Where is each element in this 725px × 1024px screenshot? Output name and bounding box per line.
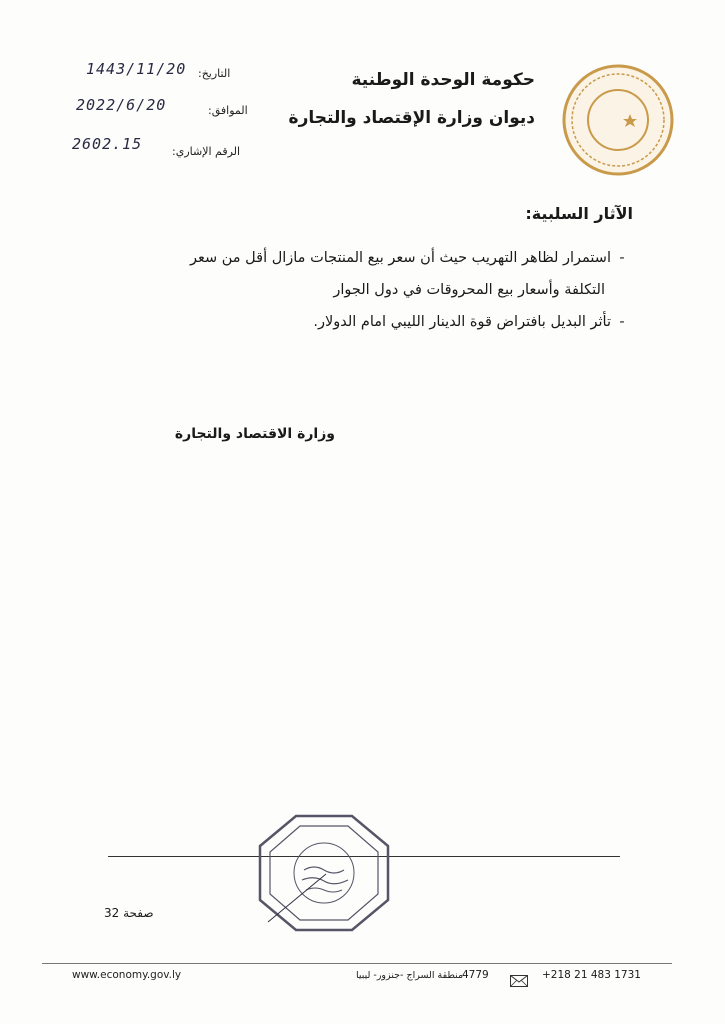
footer-po-box: 4779: [462, 969, 489, 981]
list-item: [113, 306, 633, 338]
reference-number-label: الرقم الإشاري:: [172, 145, 241, 158]
list-item: [113, 242, 633, 274]
corresponding-date-value: 2022/6/20: [76, 96, 167, 114]
footer-divider: [42, 963, 672, 964]
government-title: حكومة الوحدة الوطنية: [351, 70, 535, 90]
official-stamp-icon: [256, 812, 392, 934]
envelope-icon: [510, 972, 528, 984]
page-number: صفحة 32: [104, 906, 154, 920]
reference-number-value: 2602.15: [72, 135, 143, 153]
date-label: التاريخ:: [198, 67, 231, 80]
date-value: 1443/11/20: [86, 60, 187, 78]
bullet-list: [113, 242, 633, 338]
footer-address: منطقة السراج -جنزور- ليبيا: [356, 970, 464, 981]
bullet-text: استمرار لظاهر التهريب حيث أن سعر بيع المنتجات مازال أقل من سعر: [189, 250, 611, 266]
bullet-marker: -: [619, 250, 625, 266]
footer-phone: +218 21 483 1731: [542, 969, 641, 981]
bullet-marker: -: [619, 314, 625, 330]
signature-ministry: وزارة الاقتصاد والتجارة: [174, 426, 335, 442]
corresponding-date-label: الموافق:: [208, 104, 248, 117]
section-heading: الآثار السلبية:: [525, 204, 633, 223]
ministry-office-title: ديوان وزارة الإقتصاد والتجارة: [288, 108, 535, 128]
bullet-text: تأثر البديل بافتراض قوة الدينار الليبي امام الدولار.: [313, 314, 611, 330]
list-item-continuation: التكلفة وأسعار بيع المحروقات في دول الجوار: [333, 282, 605, 298]
emblem-seal-icon: [560, 62, 676, 178]
footer-website-link[interactable]: www.economy.gov.ly: [72, 969, 182, 981]
